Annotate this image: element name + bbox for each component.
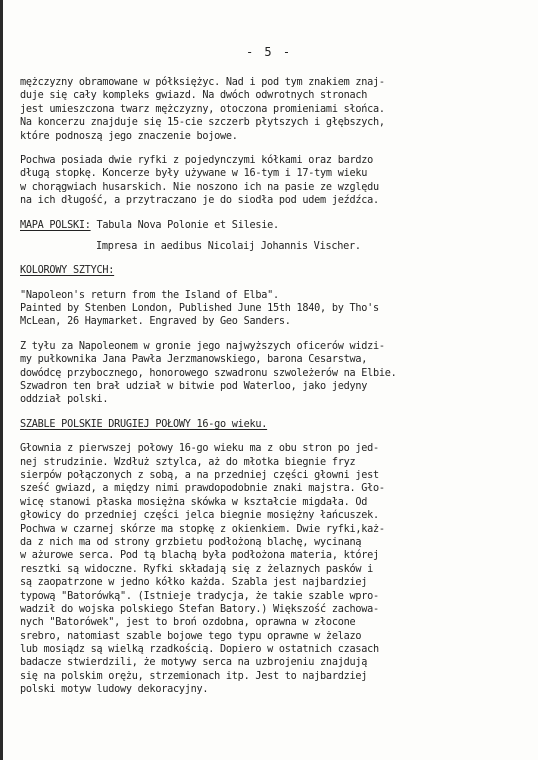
text-line: Na koncerzu znajduje się 15-cie szczerb płytszych i głębszych, [20, 117, 385, 129]
text-line: w ażurowe serca. Pod tą blachą była podłożona materia, której [20, 550, 379, 562]
print-section [20, 264, 520, 407]
spacer [20, 143, 520, 154]
text-line: Pochwa w czarnej skórze ma stopkę z okienkiem. Dwie ryfki,każ- [20, 523, 385, 535]
citation-line: "Napoleon's return from the Island of Elba". [20, 289, 279, 301]
text-line: sierpów połączonych z sobą, a na przedniej części głowni jest [20, 469, 379, 481]
map-title: Tabula Nova Polonie et Silesie. [90, 219, 279, 231]
page-number: - 5 - [245, 45, 293, 59]
text-line: lub mosiądz są wielką rzadkością. Dopiero w ostatnich czasach [20, 644, 379, 656]
paragraph-2 [20, 154, 520, 208]
text-line: Głownia z pierwszej połowy 16-go wieku ma z obu stron po jed- [20, 443, 379, 455]
sabres-section [20, 418, 520, 697]
section-heading-sabres: SZABLE POLSKIE DRUGIEJ POŁOWY 16-go wieku. [20, 418, 268, 430]
map-imprint: Impresa in aedibus Nicolaij Johannis Vischer. [96, 240, 361, 252]
scan-edge [0, 0, 3, 760]
spacer [20, 407, 520, 418]
text-line: oddział polski. [20, 394, 109, 406]
text-line: polski motyw ludowy dekoracyjny. [20, 684, 209, 696]
text-line: resztki są widoczne. Ryfki składają się z żelaznych pasków i [20, 563, 374, 575]
spacer [20, 232, 520, 240]
text-line: mężczyzny obramowane w półksiężyc. Nad i pod tym znakiem znaj- [20, 77, 385, 88]
text-line: nych "Batorówek", jest to broń ozdobna, oprawna w złocone [20, 617, 356, 629]
text-line: my pułkownika Jana Pawła Jerzmanowskiego, barona Cesarstwa, [20, 354, 368, 366]
text-line: wicę stanowi płaska mosiężna skówka w kształcie migdała. Od [20, 496, 368, 508]
text-line: na ich długość, a przytraczano je do siodła pod udem jeźdźca. [20, 195, 379, 207]
citation-line: Painted by Stenben London, Published June 15th 1840, by Tho's [20, 303, 379, 315]
map-heading-line [20, 219, 520, 232]
text-line: wadził do wojska polskiego Stefan Batory.) Większość zachowa- [20, 603, 379, 615]
spacer [20, 208, 520, 219]
text-line: typową "Batorówką". (Istnieje tradycja, że takie szable wpro- [20, 590, 379, 602]
text-line: Szwadron ten brał udział w bitwie pod Waterloo, jako jedyny [20, 381, 368, 393]
text-line: da z nich ma od strony grzbietu podłożoną blachę, wycinaną [20, 536, 362, 548]
spacer [20, 278, 520, 289]
text-line: sześć gwiazd, a między nimi prawdopodobnie znaki majstra. Gło- [20, 483, 385, 495]
map-section [20, 219, 520, 254]
spacer [20, 431, 520, 442]
text-line: w chorągwiach husarskich. Nie noszono ich na pasie ze względu [20, 181, 379, 193]
text-line: które podnoszą jego znaczenie bojowe. [20, 130, 238, 142]
spacer [20, 253, 520, 264]
text-line: Pochwa posiada dwie ryfki z pojedynczymi kółkami oraz bardzo [20, 154, 374, 166]
text-line: jest umieszczona twarz mężczyzny, otoczona promieniami słońca. [20, 103, 385, 115]
text-line: duje się cały kompleks gwiazd. Na dwóch odwrotnych stronach [20, 90, 368, 102]
text-line: nej strudzinie. Wzdłuż sztylca, aż do młotka biegnie fryz [20, 456, 356, 468]
text-line: badacze stwierdzili, że motywy serca na uzbrojeniu znajdują [20, 657, 368, 669]
citation-line: McLean, 26 Haymarket. Engraved by Geo Sanders. [20, 316, 291, 328]
text-line: srebro, natomiast szable bojowe tego typu oprawne w żelazo [20, 630, 362, 642]
spacer [20, 329, 520, 340]
sabres-heading-line [20, 418, 520, 431]
section-heading-print: KOLOROWY SZTYCH: [20, 265, 115, 277]
paragraph-1 [20, 76, 520, 143]
text-line: dowódcę przybocznego, honorowego szwadronu szwoleżerów na Elbie. [20, 367, 397, 379]
text-line: się na polskim orężu, strzemionach itp. Jest to najbardziej [20, 670, 368, 682]
text-line: są zaopatrzone w jedno kółko każda. Szabla jest najbardziej [20, 577, 368, 589]
section-heading-map: MAPA POLSKI: [20, 219, 91, 231]
print-heading-line [20, 264, 520, 277]
document-body [20, 76, 520, 697]
text-line: głowicy do przedniej części jelca biegnie mosiężny łańcuszek. [20, 510, 379, 522]
text-line: długą stopkę. Koncerze były używane w 16-tym i 17-tym wieku [20, 168, 368, 180]
text-line: Z tyłu za Napoleonem w gronie jego najwyższych oficerów widzi- [20, 340, 385, 352]
